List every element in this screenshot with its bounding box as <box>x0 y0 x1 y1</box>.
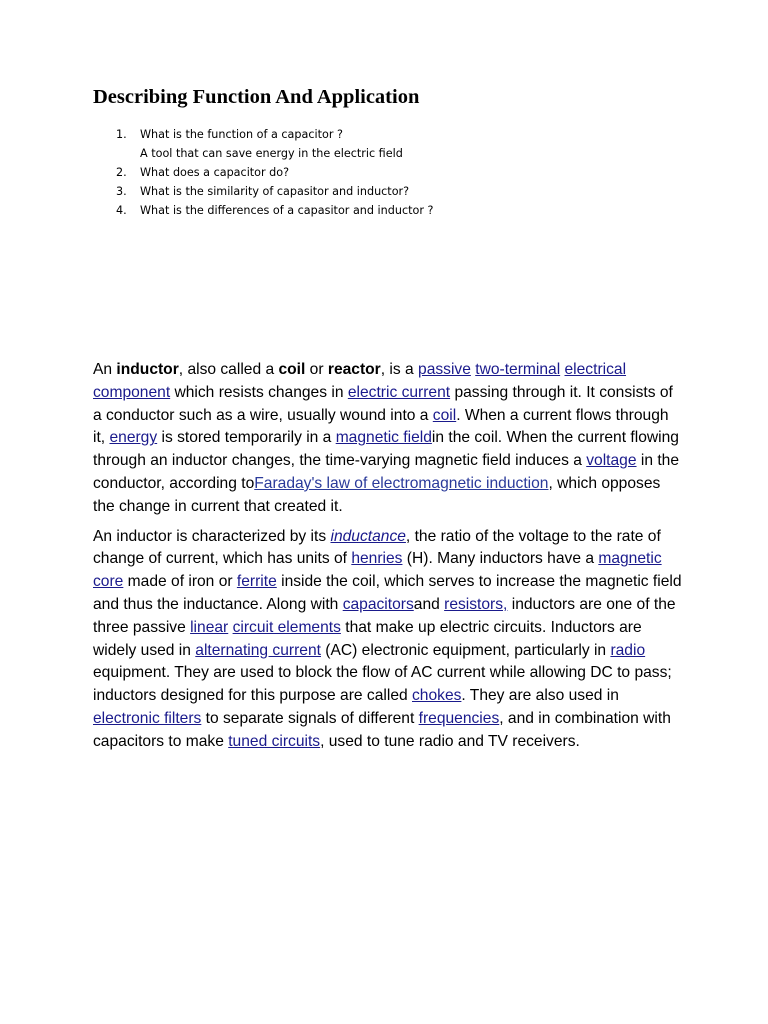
text-run: equipment. They are used to block the flow of AC current while allowing DC to pass; inductors designed for this purpose are called <box>93 664 672 705</box>
text-run: . When a current flows through it, <box>93 406 669 447</box>
text-run: to separate signals of different <box>201 709 419 727</box>
article-body <box>93 359 683 761</box>
link-inductance[interactable]: inductance <box>330 527 406 545</box>
text-run: , is a <box>380 361 419 378</box>
text-run: is stored temporarily in a <box>157 429 336 447</box>
link-ferrite[interactable]: ferrite <box>236 573 277 591</box>
text-run: inside the coil, which serves to increase the magnetic field and thus the inductance. Along with <box>93 573 682 613</box>
text-run: in the conductor, according to <box>93 452 680 492</box>
list-item <box>110 201 433 220</box>
bold-term: reactor <box>327 361 381 378</box>
paragraph-inductor-definition <box>93 359 683 519</box>
answer-text: A tool that can save energy in the electric field <box>140 147 403 160</box>
question-text: What does a capacitor do? <box>140 166 290 179</box>
link-capacitors[interactable]: capacitors <box>342 595 414 613</box>
link-henries[interactable]: henries <box>351 550 403 568</box>
link-electric-current[interactable]: electric current <box>347 383 451 401</box>
text-run: , used to tune radio and TV receivers. <box>320 732 580 750</box>
text-run: made of iron or <box>123 573 237 591</box>
link-magnetic-core[interactable]: magnetic core <box>93 550 662 591</box>
bold-term: inductor <box>116 361 179 378</box>
question-text: What is the similarity of capasitor and inductor? <box>140 185 410 198</box>
link-coil[interactable]: coil <box>432 406 457 424</box>
link-two-terminal[interactable]: two-terminal <box>475 361 561 378</box>
link-electrical-component[interactable]: electrical component <box>93 361 627 401</box>
text-run: An <box>93 361 117 378</box>
link-voltage[interactable]: voltage <box>586 452 637 470</box>
text-run: , which opposes the change in current that created it. <box>93 474 661 515</box>
text-run: in the coil. When the current flowing through an inductor changes, the time-varying magnetic field induces a <box>93 429 679 470</box>
list-number: 3. <box>116 185 127 198</box>
text-run: passing through it. It consists of a conductor such as a wire, usually wound into a <box>93 383 673 424</box>
link-tuned-circuits[interactable]: tuned circuits <box>228 732 321 750</box>
question-text: What is the differences of a capasitor and inductor ? <box>140 204 434 217</box>
text-run: (H). Many inductors have a <box>402 550 599 568</box>
text-run: which resists changes in <box>170 383 348 401</box>
document-title: Describing Function And Application <box>93 86 420 108</box>
link-radio[interactable]: radio <box>610 641 646 659</box>
bold-term: coil <box>278 361 306 378</box>
text-run: , the ratio of the voltage to the rate of change of current, which has units of <box>93 527 661 568</box>
list-item <box>110 163 433 182</box>
text-run: . They are also used in <box>461 687 619 705</box>
paragraph-inductance <box>93 526 683 754</box>
link-circuit-elements[interactable]: circuit elements <box>232 618 341 636</box>
list-item <box>110 125 433 163</box>
text-run: inductors are one of the three passive <box>93 595 676 636</box>
link-passive[interactable]: passive <box>418 361 471 378</box>
link-alternating-current[interactable]: alternating current <box>195 641 321 659</box>
link-electronic-filters[interactable]: electronic filters <box>93 709 202 727</box>
text-run: and <box>413 595 445 613</box>
list-number: 2. <box>116 166 127 179</box>
text-run: An inductor is characterized by its <box>93 527 331 545</box>
list-number: 1. <box>116 128 127 141</box>
link-energy[interactable]: energy <box>109 429 158 447</box>
text-run: or <box>305 361 328 378</box>
list-number: 4. <box>116 204 127 217</box>
link-linear[interactable]: linear <box>190 618 229 636</box>
link-resistors[interactable]: resistors, <box>444 595 508 613</box>
link-faradays-law[interactable]: Faraday's law of electromagnetic induction <box>254 474 549 492</box>
text-run: (AC) electronic equipment, particularly in <box>320 641 611 659</box>
text-run: that make up electric circuits. Inductors are widely used in <box>93 618 642 659</box>
link-magnetic-field[interactable]: magnetic field <box>335 429 432 447</box>
question-text: What is the function of a capacitor ? <box>140 128 343 141</box>
text-run: , also called a <box>178 361 279 378</box>
text-run: , and in combination with capacitors to make <box>93 709 671 750</box>
list-item <box>110 182 433 201</box>
question-list <box>110 125 433 220</box>
link-frequencies[interactable]: frequencies <box>418 709 500 727</box>
link-chokes[interactable]: chokes <box>412 687 462 705</box>
